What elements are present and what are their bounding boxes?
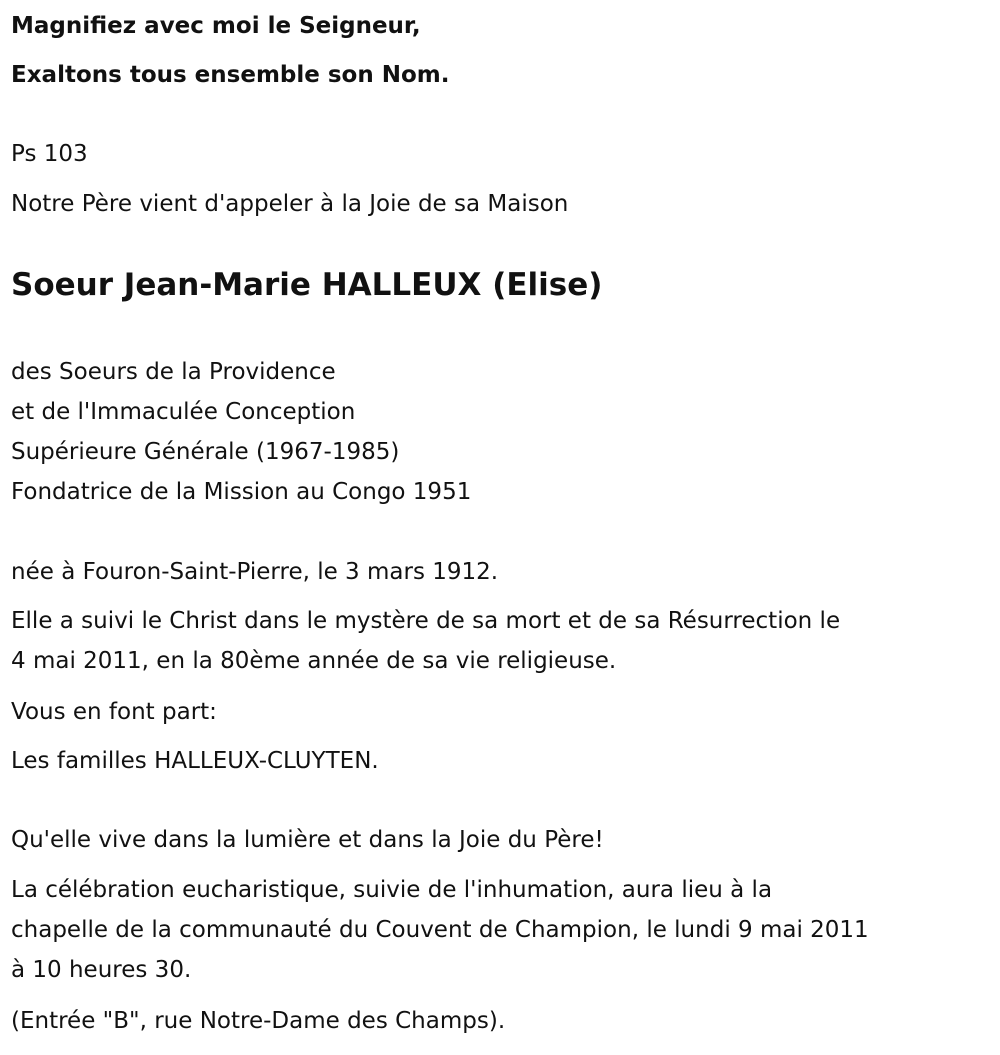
wish-text: Qu'elle vive dans la lumière et dans la Joie du Père!	[11, 827, 604, 853]
family-text: Les familles HALLEUX-CLUYTEN.	[11, 748, 379, 774]
title-line-3: Supérieure Générale (1967-1985)	[11, 439, 400, 465]
announcement-text: Vous en font part:	[11, 699, 217, 725]
deceased-name: Soeur Jean-Marie HALLEUX (Elise)	[11, 267, 603, 303]
death-line-1: Elle a suivi le Christ dans le mystère de sa mort et de sa Résurrection le	[11, 608, 841, 634]
verse-reference: Ps 103	[11, 141, 88, 167]
intro-text: Notre Père vient d'appeler à la Joie de sa Maison	[11, 191, 569, 217]
ceremony-line-1: La célébration eucharistique, suivie de l'inhumation, aura lieu à la	[11, 877, 773, 903]
entrance-text: (Entrée "B", rue Notre-Dame des Champs).	[11, 1008, 506, 1034]
ceremony-line-3: à 10 heures 30.	[11, 957, 192, 983]
title-line-4: Fondatrice de la Mission au Congo 1951	[11, 479, 472, 505]
title-line-2: et de l'Immaculée Conception	[11, 399, 356, 425]
ceremony-line-2: chapelle de la communauté du Couvent de Champion, le lundi 9 mai 2011	[11, 917, 869, 943]
title-line-1: des Soeurs de la Providence	[11, 359, 336, 385]
death-line-2: 4 mai 2011, en la 80ème année de sa vie religieuse.	[11, 648, 617, 674]
birth-text: née à Fouron-Saint-Pierre, le 3 mars 1912.	[11, 559, 499, 585]
verse-line-1: Magnifiez avec moi le Seigneur,	[11, 13, 421, 39]
verse-line-2: Exaltons tous ensemble son Nom.	[11, 62, 450, 88]
